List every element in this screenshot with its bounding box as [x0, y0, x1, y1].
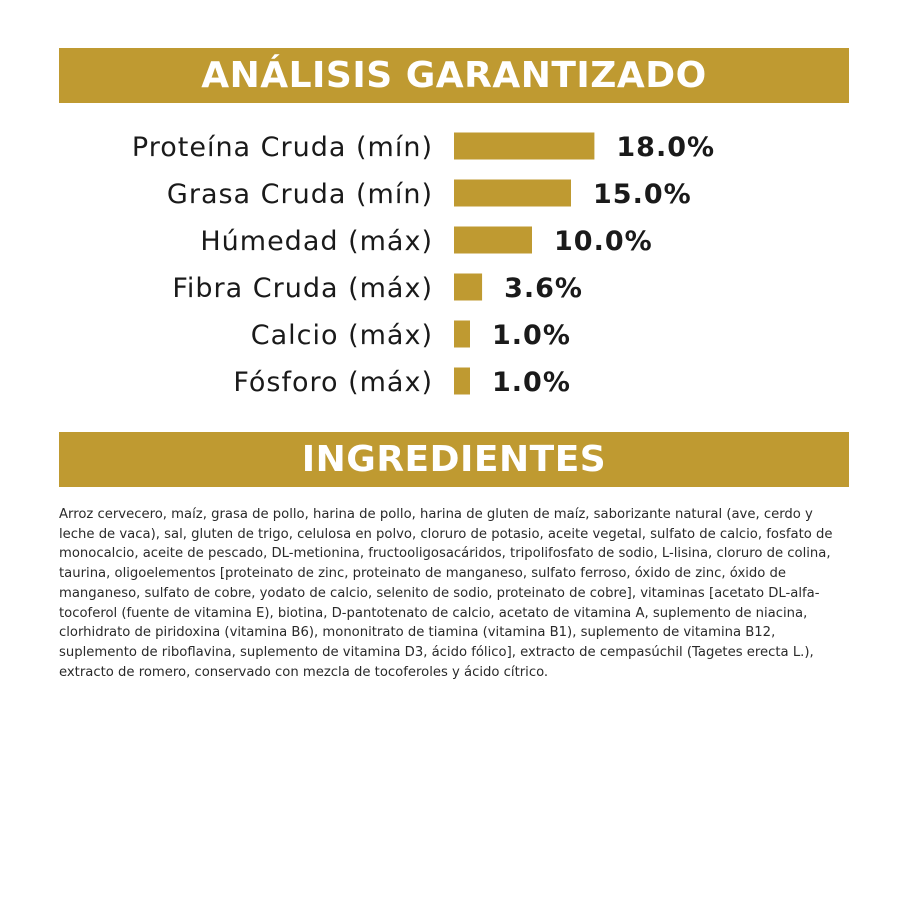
category-label: Grasa Cruda (mín)	[166, 179, 433, 210]
category-label: Fósforo (máx)	[233, 367, 433, 398]
value-label: 10.0%	[554, 226, 653, 257]
bar	[454, 368, 470, 395]
category-label: Húmedad (máx)	[200, 226, 433, 257]
value-label: 15.0%	[593, 179, 692, 210]
value-label: 1.0%	[492, 367, 571, 398]
nutrient-bar-chart	[0, 120, 900, 410]
bar	[454, 227, 532, 254]
ingredients-title: INGREDIENTES	[301, 439, 607, 480]
ingredients-text: Arroz cervecero, maíz, grasa de pollo, harina de pollo, harina de gluten de maíz, saborizante natural (ave, cerdo y leche de vaca), sal, gluten de trigo, celulosa en polvo, cloruro de potasio, aceite vegetal, sulfato de calcio, fosfato de monocalcio, aceite de pescado, DL-metionina, fructooligosacáridos, tripolifosfato de sodio, L-lisina, cloruro de colina, taurina, oligoelementos [proteinato de zinc, proteinato de manganeso, sulfato ferroso, óxido de zinc, óxido de manganeso, sulfato de cobre, yodato de calcio, selenito de sodio, proteinato de cobre], vitaminas [acetato DL-alfa-tocoferol (fuente de vitamina E), biotina, D-pantotenato de calcio, acetato de vitamina A, suplemento de niacina, clorhidrato de piridoxina (vitamina B6), mononitrato de tiamina (vitamina B1), suplemento de vitamina B12, suplemento de riboflavina, suplemento de vitamina D3, ácido fólico], extracto de cempasúchil (Tagetes erecta L.), extracto de romero, conservado con mezcla de tocoferoles y ácido cítrico.	[59, 507, 833, 680]
category-label: Calcio (máx)	[250, 320, 433, 351]
category-label: Proteína Cruda (mín)	[131, 132, 433, 163]
bar	[454, 180, 571, 207]
bar	[454, 133, 594, 160]
bar	[454, 274, 482, 301]
analysis-title: ANÁLISIS GARANTIZADO	[201, 55, 707, 96]
value-label: 3.6%	[504, 273, 583, 304]
category-label: Fibra Cruda (máx)	[172, 273, 433, 304]
value-label: 18.0%	[616, 132, 716, 163]
value-label: 1.0%	[492, 320, 571, 351]
analysis-banner	[59, 48, 849, 103]
ingredients-banner	[59, 432, 849, 487]
bar	[454, 321, 470, 348]
